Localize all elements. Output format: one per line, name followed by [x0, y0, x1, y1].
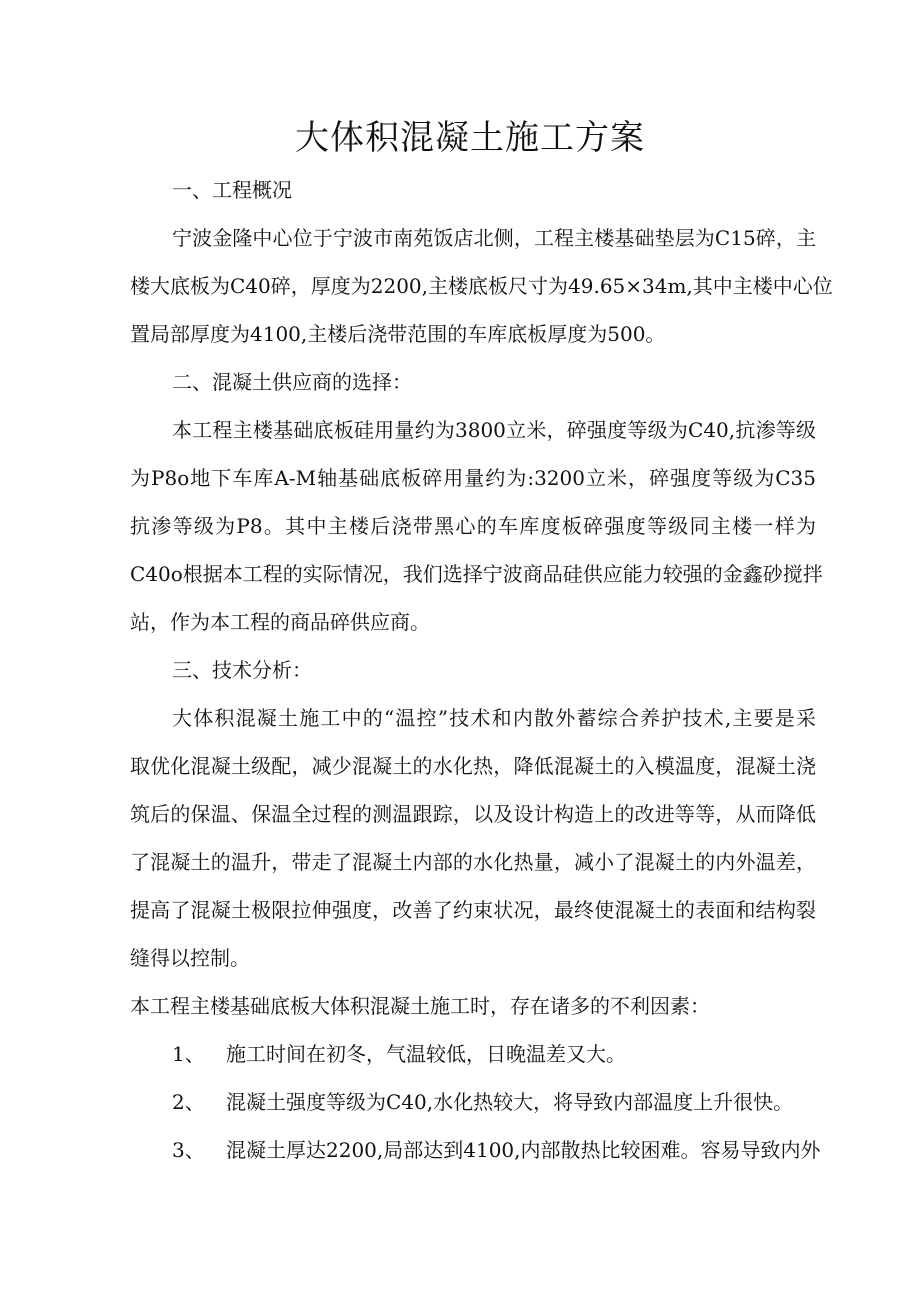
- paragraph-line: 了混凝土的温升，带走了混凝土内部的水化热量，减小了混凝土的内外温差，: [130, 850, 816, 874]
- paragraph-line: 筑后的保温、保温全过程的测温跟踪，以及设计构造上的改进等等，从而降低: [130, 802, 816, 826]
- list-item-text: 混凝土厚达2200,局部达到4100,内部散热比较困难。容易导致内外: [226, 1138, 821, 1162]
- paragraph-line: 缝得以控制。: [130, 946, 250, 970]
- paragraph-line: 站，作为本工程的商品碎供应商。: [130, 610, 430, 634]
- paragraph-line: 本工程主楼基础底板硅用量约为3800立米，碎强度等级为C40,抗渗等级: [172, 418, 816, 442]
- list-item-number: 2、: [172, 1090, 205, 1114]
- section-heading: 三、技术分析：: [172, 658, 312, 682]
- section-heading: 一、工程概况: [172, 178, 292, 202]
- paragraph-line: 提高了混凝土极限拉伸强度，改善了约束状况，最终使混凝土的表面和结构裂: [130, 898, 816, 922]
- document-title: 大体积混凝土施工方案: [295, 118, 645, 158]
- paragraph-line: 置局部厚度为4100,主楼后浇带范围的车库底板厚度为500。: [130, 322, 666, 346]
- paragraph-line: 取优化混凝土级配，减少混凝土的水化热，降低混凝土的入模温度，混凝土浇: [130, 754, 816, 778]
- paragraph-line: 楼大底板为C40碎，厚度为2200,主楼底板尺寸为49.65×34m,其中主楼中心位: [130, 274, 833, 298]
- paragraph-line: 抗渗等级为P8。其中主楼后浇带黑心的车库度板碎强度等级同主楼一样为: [130, 514, 816, 538]
- list-item-number: 3、: [172, 1138, 205, 1162]
- paragraph-line: 大体积混凝土施工中的“温控”技术和内散外蓄综合养护技术,主要是采: [172, 706, 816, 730]
- list-item-text: 施工时间在初冬，气温较低，日晚温差又大。: [226, 1042, 626, 1066]
- list-item-text: 混凝土强度等级为C40,水化热较大，将导致内部温度上升很快。: [226, 1090, 794, 1114]
- paragraph-intro: 本工程主楼基础底板大体积混凝土施工时，存在诸多的不利因素：: [130, 994, 710, 1018]
- paragraph-line: 宁波金隆中心位于宁波市南苑饭店北侧，工程主楼基础垫层为C15碎，主: [172, 226, 816, 250]
- paragraph-line: 为P8o地下车库A-M轴基础底板碎用量约为:3200立米，碎强度等级为C35: [130, 466, 816, 490]
- paragraph-line: C40o根据本工程的实际情况，我们选择宁波商品硅供应能力较强的金鑫砂搅拌: [130, 562, 823, 586]
- section-heading: 二、混凝土供应商的选择：: [172, 370, 412, 394]
- list-item-number: 1、: [172, 1042, 205, 1066]
